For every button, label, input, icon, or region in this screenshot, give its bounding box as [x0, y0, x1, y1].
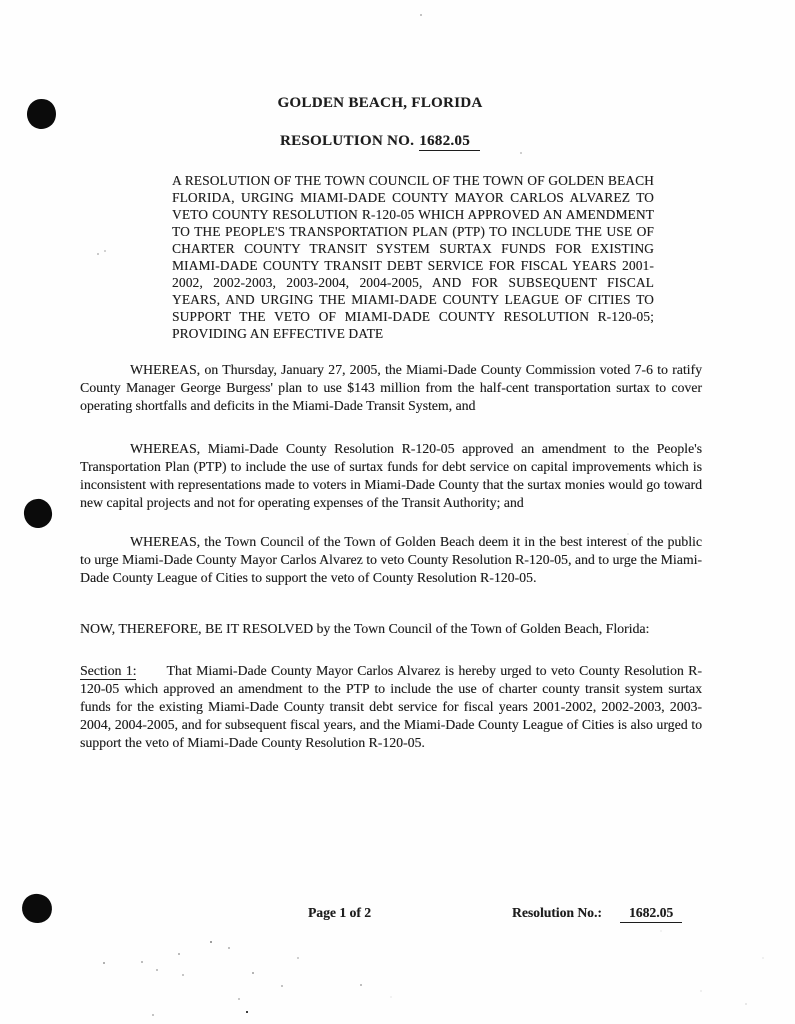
footer-page-indicator: Page 1 of 2: [308, 905, 372, 920]
hole-punch-mark-middle: [23, 498, 54, 530]
whereas-paragraph-1: WHEREAS, on Thursday, January 27, 2005, the Miami-Dade County Commission voted 7-6 to ratify County Manager George Burgess' plan to use $143 million from the half-cent transportation surtax to cover operating shortfalls and deficits in the Miami-Dade Transit System, and: [80, 362, 702, 413]
section-1-paragraph: [80, 662, 702, 752]
scan-noise-specks: [0, 0, 2, 2]
footer-resolution-label: Resolution No.:: [512, 905, 602, 920]
footer-resolution-number: 1682.05: [620, 905, 682, 923]
resolution-heading-label: RESOLUTION NO.: [279, 133, 415, 149]
resolution-heading: [0, 133, 760, 150]
section-1-label: Section 1:: [80, 663, 137, 678]
whereas-paragraph-3: WHEREAS, the Town Council of the Town of Golden Beach deem it in the best interest of the public to urge Miami-Dade County Mayor Carlos Alvarez to veto County Resolution R-120-05, and to urge the Miami-Dade County League of Cities to support the veto of County Resolution R-120-05.: [80, 534, 702, 585]
resolved-clause: NOW, THEREFORE, BE IT RESOLVED by the Town Council of the Town of Golden Beach, Florida:: [80, 621, 650, 636]
whereas-paragraph-2: WHEREAS, Miami-Dade County Resolution R-120-05 approved an amendment to the People's Transportation Plan (PTP) to include the use of surtax funds for debt service on capital improvements which is inconsistent with representations made to voters in Miami-Dade County that the surtax monies would go toward new capital projects and not for operating expenses of the Transit Authority; and: [80, 441, 702, 510]
resolution-heading-number: 1682.05: [419, 133, 480, 151]
document-body: [80, 361, 702, 752]
city-header: GOLDEN BEACH, FLORIDA: [277, 95, 483, 111]
title-block: A RESOLUTION OF THE TOWN COUNCIL OF THE TOWN OF GOLDEN BEACH FLORIDA, URGING MIAMI-DADE COUNTY MAYOR CARLOS ALVAREZ TO VETO COUNTY RESOLUTION R-120-05 WHICH APPROVED AN AMENDMENT TO THE PEOPLE'S TRANSPORTATION PLAN (PTP) TO INCLUDE THE USE OF CHARTER COUNTY TRANSIT SYSTEM SURTAX FUNDS FOR EXISTING MIAMI-DADE COUNTY TRANSIT DEBT SERVICE FOR FISCAL YEARS 2001-2002, 2002-2003, 2003-2004, 2004-2005, AND FOR SUBSEQUENT FISCAL YEARS, AND URGING THE MIAMI-DADE COUNTY LEAGUE OF CITIES TO SUPPORT THE VETO OF MIAMI-DADE COUNTY RESOLUTION R-120-05; PROVIDING AN EFFECTIVE DATE: [172, 173, 654, 341]
page-footer: [0, 905, 795, 931]
section-1-text: That Miami-Dade County Mayor Carlos Alvarez is hereby urged to veto County Resolution R-120-05 which approved an amendment to the PTP to include the use of charter county transit system surtax funds for the existing Miami-Dade County transit debt service for fiscal years 2001-2002, 2002-2003, 2003-2004, 2004-2005, and for subsequent fiscal years, and the Miami-Dade County League of Cities is also urged to support the veto of Miami-Dade County Resolution R-120-05.: [80, 663, 702, 750]
